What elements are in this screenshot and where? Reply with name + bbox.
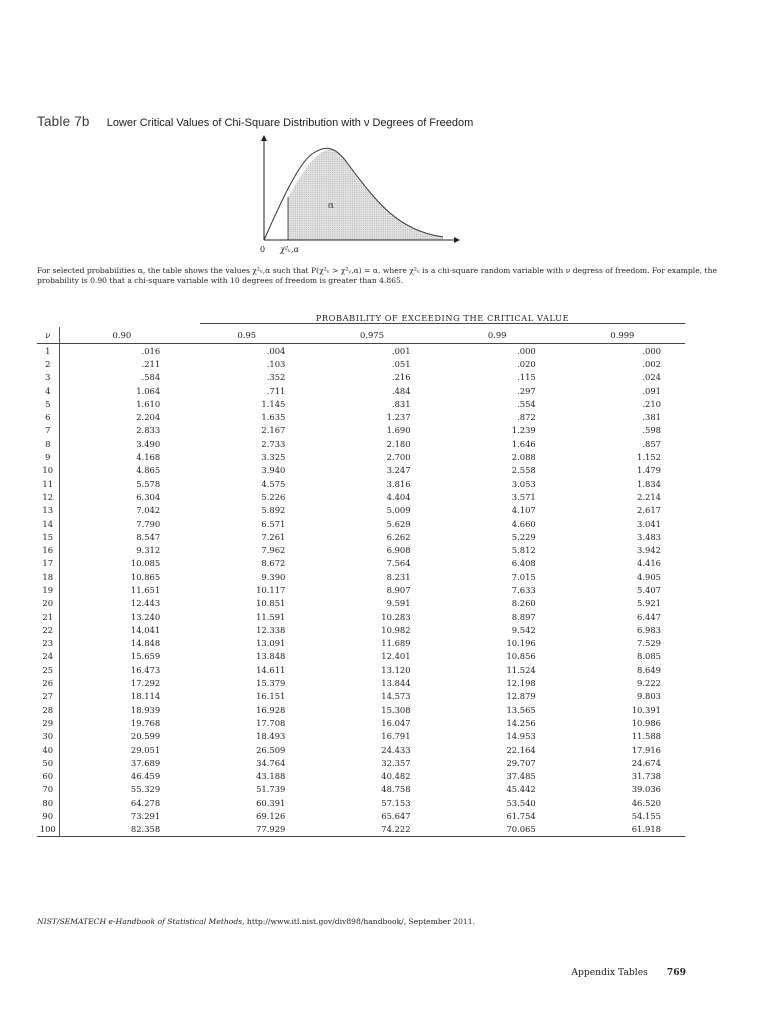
degrees-of-freedom-cell: 14: [37, 517, 59, 530]
degrees-of-freedom-cell: 13: [37, 504, 59, 517]
critical-value-cell: 37.689: [130, 757, 161, 768]
critical-value-cell: 5.812: [511, 545, 536, 556]
critical-value-cell: 8.085: [637, 651, 661, 662]
degrees-of-freedom-cell: 4: [37, 384, 59, 397]
degrees-of-freedom-cell: 30: [37, 730, 59, 743]
critical-value-cell: 26.509: [256, 744, 286, 755]
critical-value-cell: 2.204: [136, 412, 161, 423]
critical-value-cell: 5.578: [136, 478, 161, 489]
critical-value-cell: 12.443: [130, 598, 161, 609]
critical-value-cell: .211: [141, 358, 161, 369]
critical-value-cell: 15.379: [256, 678, 286, 689]
critical-value-cell: .024: [642, 372, 661, 383]
degrees-of-freedom-cell: 11: [37, 477, 59, 490]
critical-value-cell: 13.565: [506, 704, 536, 715]
critical-value-cell: .584: [141, 372, 161, 383]
critical-value-cell: 3.041: [637, 518, 661, 529]
critical-value-cell: 1.237: [386, 412, 411, 423]
critical-value-cell: 14.611: [256, 664, 286, 675]
critical-value-cell: .000: [642, 345, 661, 356]
table-row: [37, 730, 685, 743]
critical-value-cell: .554: [517, 398, 536, 409]
column-header: 0.90: [112, 330, 132, 340]
degrees-of-freedom-cell: 27: [37, 690, 59, 703]
critical-value-cell: 6.908: [386, 545, 411, 556]
degrees-of-freedom-cell: 21: [37, 610, 59, 623]
critical-value-cell: 10.391: [631, 704, 661, 715]
degrees-of-freedom-cell: 90: [37, 809, 59, 822]
critical-value-cell: 2.733: [261, 438, 286, 449]
table-row: [37, 384, 685, 397]
density-curve-svg: [248, 134, 470, 260]
probability-super-header: PROBABILITY OF EXCEEDING THE CRITICAL VALUE: [315, 313, 570, 323]
critical-value-cell: 70.065: [506, 824, 536, 835]
critical-value-cell: 74.222: [381, 824, 411, 835]
critical-value-cell: 9.312: [136, 545, 161, 556]
super-header-rule: [200, 323, 685, 324]
critical-value-cell: 65.647: [381, 811, 411, 822]
table-row: [37, 770, 685, 783]
critical-value-cell: 39.036: [631, 784, 661, 795]
critical-value-cell: 7.529: [637, 638, 661, 649]
table-row: [37, 676, 685, 689]
page-footer: [571, 967, 686, 978]
critical-value-cell: .297: [517, 385, 536, 396]
degrees-of-freedom-cell: 12: [37, 490, 59, 503]
critical-value-cell: 19.768: [130, 717, 161, 728]
degrees-of-freedom-cell: 40: [37, 743, 59, 756]
critical-value-cell: .020: [517, 358, 536, 369]
table-row: [37, 477, 685, 490]
column-header: 0.975: [359, 330, 384, 340]
critical-value-cell: 24.674: [631, 757, 661, 768]
critical-value-cell: 6.571: [261, 518, 286, 529]
critical-value-cell: 14.953: [506, 731, 536, 742]
critical-value-cell: 8.547: [136, 531, 161, 542]
critical-value-cell: .831: [391, 398, 411, 409]
critical-value-cell: 2.617: [637, 505, 661, 516]
critical-value-cell: 1.152: [637, 452, 661, 463]
critical-value-cell: 5.407: [637, 584, 661, 595]
critical-value-cell: 8.672: [261, 558, 286, 569]
critical-value-cell: 5.009: [386, 505, 411, 516]
critical-value-cell: 8.231: [386, 571, 411, 582]
degrees-of-freedom-cell: 80: [37, 796, 59, 809]
critical-value-cell: 40.482: [381, 771, 411, 782]
critical-value-cell: .051: [391, 358, 411, 369]
critical-value-cell: 17.916: [631, 744, 661, 755]
critical-value-cell: 10.851: [256, 598, 286, 609]
degrees-of-freedom-cell: 7: [37, 424, 59, 437]
critical-value-cell: 7.962: [261, 545, 286, 556]
degrees-of-freedom-cell: 6: [37, 410, 59, 423]
critical-value-cell: 13.240: [130, 611, 161, 622]
critical-value-cell: 8.907: [386, 584, 411, 595]
critical-value-cell: 3.483: [637, 531, 661, 542]
critical-value-cell: 14.573: [381, 691, 411, 702]
critical-value-cell: 1.239: [511, 425, 536, 436]
degrees-of-freedom-cell: 8: [37, 437, 59, 450]
source-citation: [37, 917, 475, 926]
critical-value-cell: 14.848: [130, 638, 161, 649]
degrees-of-freedom-cell: 17: [37, 557, 59, 570]
upper-tail-shaded-area: [288, 149, 443, 240]
critical-value-cell: 16.473: [130, 664, 161, 675]
critical-value-cell: 14.256: [506, 717, 536, 728]
source-url: http://www.itl.nist.gov/div898/handbook/, September 2011.: [244, 917, 475, 926]
critical-value-cell: 16.791: [381, 731, 411, 742]
critical-value-cell: 1.479: [637, 465, 661, 476]
critical-value-cell: 5.229: [511, 531, 536, 542]
critical-value-cell: 29.707: [506, 757, 536, 768]
intro-paragraph: [37, 266, 737, 287]
degrees-of-freedom-cell: 60: [37, 770, 59, 783]
table-row: [37, 663, 685, 676]
table-body: [37, 344, 685, 837]
critical-value-cell: 13.091: [256, 638, 286, 649]
critical-value-cell: .000: [517, 345, 536, 356]
critical-value-cell: 1.145: [261, 398, 286, 409]
critical-value-cell: 53.540: [506, 797, 536, 808]
critical-value-cell: 82.358: [130, 824, 161, 835]
critical-value-cell: 6.983: [637, 624, 661, 635]
critical-value-cell: 3.247: [386, 465, 411, 476]
table-row: [37, 583, 685, 596]
degrees-of-freedom-cell: 19: [37, 583, 59, 596]
critical-value-cell: 3.053: [511, 478, 536, 489]
critical-value-cell: 3.940: [261, 465, 286, 476]
critical-value-cell: 69.126: [256, 811, 286, 822]
critical-value-cell: 1.834: [637, 478, 661, 489]
table-row: [37, 543, 685, 556]
critical-value-cell: .103: [266, 358, 286, 369]
critical-value-cell: .872: [517, 412, 536, 423]
critical-value-cell: 17.708: [256, 717, 286, 728]
critical-value-cell: 61.918: [631, 824, 661, 835]
critical-value-cell: 6.408: [511, 558, 536, 569]
critical-value-cell: 4.168: [136, 452, 161, 463]
critical-value-cell: .016: [141, 345, 161, 356]
table-row: [37, 823, 685, 837]
nu-header: ν: [37, 327, 59, 344]
critical-value-cell: 17.292: [130, 678, 161, 689]
critical-value-cell: 54.155: [631, 811, 661, 822]
table-row: [37, 783, 685, 796]
critical-value-cell: 8.649: [637, 664, 661, 675]
critical-value-cell: 9.591: [386, 598, 411, 609]
critical-value-cell: 1.690: [386, 425, 411, 436]
table-row: [37, 437, 685, 450]
table-row: [37, 570, 685, 583]
critical-value-cell: 4.404: [386, 491, 411, 502]
table-heading: [37, 114, 473, 129]
critical-value-cell: 13.120: [381, 664, 411, 675]
degrees-of-freedom-cell: 23: [37, 637, 59, 650]
critical-value-cell: 32.357: [381, 757, 411, 768]
critical-value-cell: 4.416: [637, 558, 661, 569]
table-row: [37, 504, 685, 517]
table-row: [37, 637, 685, 650]
critical-value-cell: 10.982: [381, 624, 411, 635]
table-row: [37, 756, 685, 769]
degrees-of-freedom-cell: 18: [37, 570, 59, 583]
critical-value-cell: 7.015: [511, 571, 536, 582]
degrees-of-freedom-cell: 20: [37, 597, 59, 610]
critical-value-cell: 11.651: [130, 584, 161, 595]
critical-value-cell: 16.151: [256, 691, 286, 702]
critical-value-cell: 1.635: [261, 412, 286, 423]
table-row: [37, 716, 685, 729]
degrees-of-freedom-cell: 24: [37, 650, 59, 663]
critical-value-cell: 73.291: [130, 811, 161, 822]
table-title: Lower Critical Values of Chi-Square Distribution with ν Degrees of Freedom: [106, 117, 474, 129]
critical-value-cell: 46.520: [631, 797, 661, 808]
table-row: [37, 371, 685, 384]
critical-value-cell: 15.308: [381, 704, 411, 715]
critical-value-cell: 55.329: [130, 784, 161, 795]
critical-value-cell: 16.047: [381, 717, 411, 728]
critical-value-cell: 18.493: [256, 731, 286, 742]
table-row: [37, 517, 685, 530]
critical-value-cell: 2.167: [261, 425, 286, 436]
critical-value-cell: .216: [391, 372, 411, 383]
critical-value-cell: 2.833: [136, 425, 161, 436]
critical-value-cell: 11.524: [506, 664, 536, 675]
degrees-of-freedom-cell: 1: [37, 344, 59, 358]
critical-value-cell: 4.865: [136, 465, 161, 476]
critical-value-cell: 11.689: [381, 638, 411, 649]
critical-value-cell: .711: [266, 385, 286, 396]
critical-value-cell: 3.571: [511, 491, 536, 502]
critical-value-cell: 7.564: [386, 558, 411, 569]
degrees-of-freedom-cell: 15: [37, 530, 59, 543]
critical-value-cell: .002: [642, 358, 661, 369]
critical-value-cell: 7.790: [136, 518, 161, 529]
critical-value-cell: .381: [642, 412, 661, 423]
critical-value-cell: 18.114: [130, 691, 161, 702]
column-header: 0.999: [610, 330, 635, 340]
critical-value-cell: 64.278: [130, 797, 161, 808]
table-row: [37, 650, 685, 663]
table-row: [37, 410, 685, 423]
table-row: [37, 530, 685, 543]
degrees-of-freedom-cell: 25: [37, 663, 59, 676]
degrees-of-freedom-cell: 26: [37, 676, 59, 689]
table-row: [37, 357, 685, 370]
alpha-label: α: [328, 201, 335, 211]
critical-value-cell: 7.633: [511, 584, 536, 595]
critical-value-cell: 14.041: [130, 624, 161, 635]
intro-text: For selected probabilities α, the table shows the values χ²ᵥ,α such that P(χ²ᵥ > χ²ᵥ,α) = α, where χ²ᵥ is a chi-square random variable with ν degress of freedom. For example, the probability is 0.90 that a chi-square variable with 10 degrees of freedom is greater than 4.865.: [37, 266, 717, 286]
table-row: [37, 623, 685, 636]
critical-value-cell: 10.856: [506, 651, 536, 662]
table-row: [37, 450, 685, 463]
critical-value-cell: 11.588: [631, 731, 661, 742]
critical-value-cell: 12.401: [381, 651, 411, 662]
critical-value-cell: 7.261: [261, 531, 286, 542]
critical-value-cell: .004: [266, 345, 286, 356]
critical-value-cell: 37.485: [506, 771, 536, 782]
critical-value-cell: .352: [266, 372, 286, 383]
page-number: 769: [666, 967, 686, 978]
critical-value-cell: 2.214: [637, 491, 661, 502]
table-row: [37, 397, 685, 410]
critical-value-cell: 6.304: [136, 491, 161, 502]
critical-value-cell: 9.390: [261, 571, 286, 582]
critical-value-cell: 10.283: [381, 611, 411, 622]
critical-value-cell: 10.085: [130, 558, 161, 569]
critical-value-cell: 3.816: [386, 478, 411, 489]
critical-value-cell: 48.758: [381, 784, 411, 795]
critical-value-cell: 7.042: [136, 505, 161, 516]
critical-value-cell: .598: [642, 425, 661, 436]
critical-value-cell: 2.558: [511, 465, 536, 476]
degrees-of-freedom-cell: 28: [37, 703, 59, 716]
critical-value-cell: .484: [391, 385, 411, 396]
critical-value-cell: 2.180: [386, 438, 411, 449]
table-row: [37, 424, 685, 437]
critical-value-cell: 45.442: [506, 784, 536, 795]
critical-value-cell: .857: [642, 438, 661, 449]
critical-value-cell: 8.260: [511, 598, 536, 609]
critical-value-cell: .091: [642, 385, 661, 396]
critical-value-cell: 60.391: [256, 797, 286, 808]
chi-square-table: [37, 327, 685, 837]
table-row: [37, 597, 685, 610]
y-axis-arrow-icon: [261, 135, 267, 141]
table-row: [37, 490, 685, 503]
critical-value-cell: 22.164: [506, 744, 536, 755]
critical-value-cell: 4.660: [511, 518, 536, 529]
table-row: [37, 703, 685, 716]
critical-value-cell: 2.700: [386, 452, 411, 463]
footer-section: Appendix Tables: [571, 967, 648, 978]
critical-value-cell: 31.738: [631, 771, 661, 782]
critical-value-cell: 4.107: [511, 505, 536, 516]
degrees-of-freedom-cell: 50: [37, 756, 59, 769]
critical-value-cell: 11.591: [256, 611, 286, 622]
critical-value-cell: 1.064: [136, 385, 161, 396]
chi-square-density-figure: [248, 134, 470, 260]
critical-value-cell: 16.928: [256, 704, 286, 715]
critical-value-cell: 10.196: [506, 638, 536, 649]
source-name: NIST/SEMATECH e-Handbook of Statistical Methods,: [37, 917, 245, 926]
critical-value-cell: 46.459: [130, 771, 161, 782]
critical-value-cell: 2.088: [511, 452, 536, 463]
critical-value-cell: 9.542: [511, 624, 536, 635]
table-row: [37, 344, 685, 358]
critical-value-cell: 3.490: [136, 438, 161, 449]
column-header-row: [37, 327, 685, 344]
critical-value-cell: 6.447: [637, 611, 661, 622]
critical-value-cell: 51.739: [256, 784, 286, 795]
critical-value-cell: 5.921: [637, 598, 661, 609]
critical-value-cell: 15.659: [130, 651, 161, 662]
critical-value-cell: 3.325: [261, 452, 286, 463]
critical-value-cell: 6.262: [386, 531, 411, 542]
critical-value-cell: .001: [391, 345, 411, 356]
column-header: 0.95: [237, 330, 257, 340]
table-row: [37, 809, 685, 822]
degrees-of-freedom-cell: 22: [37, 623, 59, 636]
table-number: Table 7b: [37, 114, 90, 129]
critical-value-cell: 5.629: [386, 518, 411, 529]
degrees-of-freedom-cell: 100: [37, 823, 59, 837]
critical-value-cell: 24.433: [381, 744, 411, 755]
degrees-of-freedom-cell: 2: [37, 357, 59, 370]
table-row: [37, 557, 685, 570]
critical-value-cell: 4.905: [637, 571, 661, 582]
critical-value-cell: 20.599: [130, 731, 161, 742]
critical-value-cell: 12.338: [256, 624, 286, 635]
critical-value-cell: 13.844: [381, 678, 411, 689]
critical-value-cell: 12.198: [506, 678, 536, 689]
critical-value-cell: 5.892: [261, 505, 286, 516]
critical-value-cell: 34.764: [256, 757, 286, 768]
origin-label: 0: [260, 245, 266, 254]
critical-value-cell: 10.865: [130, 571, 161, 582]
critical-value-cell: 13.848: [256, 651, 286, 662]
degrees-of-freedom-cell: 9: [37, 450, 59, 463]
critical-value-cell: 5.226: [261, 491, 286, 502]
critical-value-cell: 3.942: [637, 545, 661, 556]
critical-value-cell: 8.897: [511, 611, 536, 622]
degrees-of-freedom-cell: 29: [37, 716, 59, 729]
critical-value-cell: 43.188: [256, 771, 286, 782]
critical-value-cell: 77.929: [256, 824, 286, 835]
critical-value-cell: 12.879: [506, 691, 536, 702]
degrees-of-freedom-cell: 70: [37, 783, 59, 796]
critical-value-cell: 57.153: [381, 797, 411, 808]
degrees-of-freedom-cell: 10: [37, 464, 59, 477]
critical-value-cell: 29.051: [130, 744, 161, 755]
table-row: [37, 796, 685, 809]
critical-value-cell: 9.803: [637, 691, 661, 702]
critical-value-cell: 18.939: [130, 704, 161, 715]
table-row: [37, 464, 685, 477]
critical-value-cell: 1.610: [136, 398, 161, 409]
critical-value-cell: 10.986: [631, 717, 661, 728]
table-row: [37, 690, 685, 703]
column-header: 0.99: [487, 330, 507, 340]
degrees-of-freedom-cell: 3: [37, 371, 59, 384]
x-axis-arrow-icon: [454, 237, 460, 243]
table-row: [37, 743, 685, 756]
critical-value-cell: 4.575: [261, 478, 286, 489]
table-row: [37, 610, 685, 623]
critical-value-cell: 1.646: [511, 438, 536, 449]
degrees-of-freedom-cell: 5: [37, 397, 59, 410]
critical-value-cell: 61.754: [506, 811, 536, 822]
critical-value-cell: 10.117: [256, 584, 286, 595]
degrees-of-freedom-cell: 16: [37, 543, 59, 556]
critical-value-cell: .210: [642, 398, 661, 409]
critical-value-label: χ²ᵥ,α: [280, 245, 299, 254]
critical-value-cell: 9.222: [637, 678, 661, 689]
critical-value-cell: .115: [517, 372, 536, 383]
